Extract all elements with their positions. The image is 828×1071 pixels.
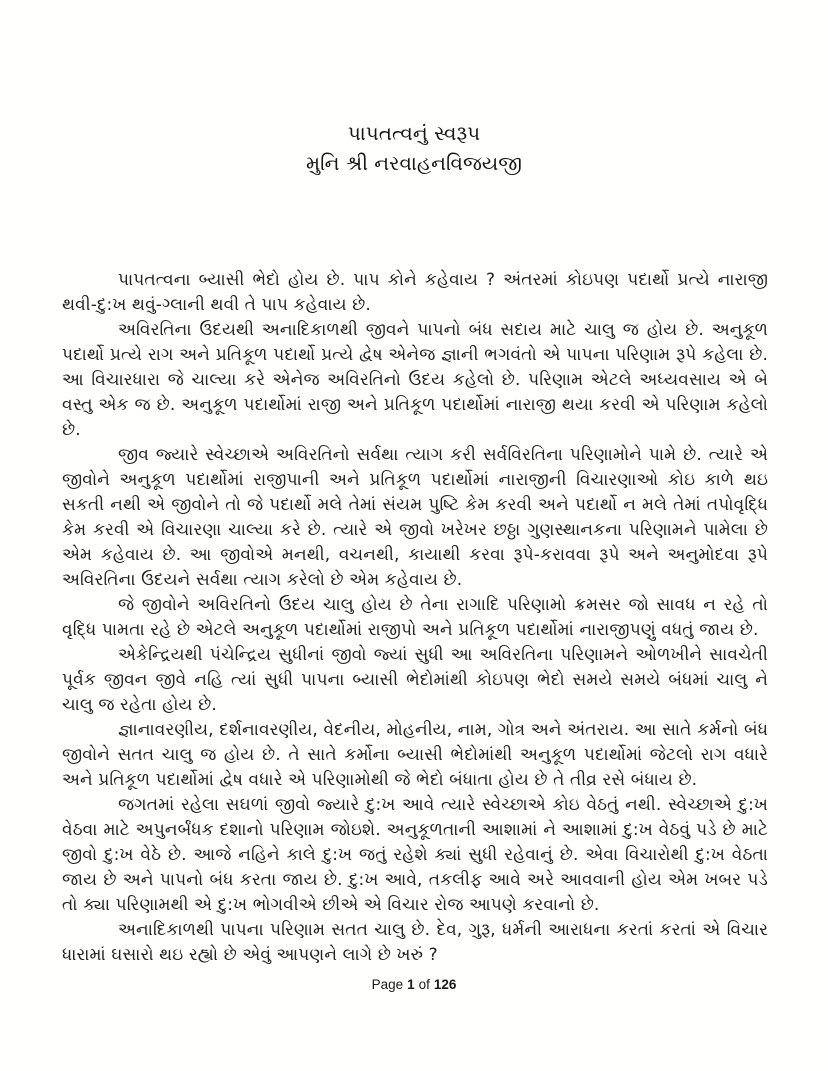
- title-block: [0, 118, 828, 178]
- paragraph-5: એકેન્દ્રિયથી પંચેન્દ્રિય સુધીનાં જીવો જ્યાં સુધી આ અવિરતિના પરિણામને ઓળખીને સાવચેતી પૂર્વક જીવન જીવે નહિ ત્યાં સુધી પાપના બ્યાસી ભેદોમાંથી કોઇપણ ભેદો સમયે સમયે બંધમાં ચાલુ ને ચાલુ જ રહેતા હોય છે.: [62, 645, 768, 715]
- paragraph-3: જીવ જ્યારે સ્વેચ્છાએ અવિરતિનો સર્વથા ત્યાગ કરી સર્વવિરતિના પરિણામોને પામે છે. ત્યારે એ જીવોને અનુકૂળ પદાર્થોમાં રાજીપાની અને પ્રતિકૂળ પદાર્થોમાં નારાજીની વિચારણાઓ કોઇ કાળે થઇ સકતી નથી એ જીવોને તો જે પદાર્થો મલે તેમાં સંયમ પુષ્ટિ કેમ કરવી અને પદાર્થો ન મલે તેમાં તપોવૃદ્ધિ કેમ કરવી એ વિચારણા ચાલ્યા કરે છે. ત્યારે એ જીવો ખરેખર છઠ્ઠા ગુણસ્થાનકના પરિણામને પામેલા છે એમ કહેવાય છે. આ જીવોએ મનથી, વચનથી, કાયાથી કરવા રૂપે-કરાવવા રૂપે અને અનુમોદવા રૂપે અવિરતિના ઉદયને સર્વથા ત્યાગ કરેલો છે એમ કહેવાય છે.: [62, 445, 768, 590]
- page-title: પાપતત્વનું સ્વરૂપ: [347, 121, 481, 145]
- paragraph-6: જ્ઞાનાવરણીય, દર્શનાવરણીય, વેદનીય, મોહનીય, નામ, ગોત્ર અને અંતરાય. આ સાતે કર્મનો બંધ જીવોને સતત ચાલુ જ હોય છે. તે સાતે કર્મોના બ્યાસી ભેદોમાંથી અનુકૂળ પદાર્થોમાં જેટલો રાગ વધારે અને પ્રતિકૂળ પદાર્થોમાં દ્વેષ વધારે એ પરિણામોથી જે ભેદો બંધાતા હોય છે તે તીવ્ર રસે બંધાય છે.: [62, 720, 768, 790]
- paragraph-7: જગતમાં રહેલા સઘળાં જીવો જ્યારે દુ:ખ આવે ત્યારે સ્વેચ્છાએ કોઇ વેઠતું નથી. સ્વેચ્છાએ દુ:ખ વેઠવા માટે અપુનર્બંધક દશાનો પરિણામ જોઇશે. અનુકૂળતાની આશામાં ને આશામાં દુ:ખ વેઠવું પડે છે માટે જીવો દુ:ખ વેઠે છે. આજે નહિને કાલે દુ:ખ જતું રહેશે ક્યાં સુધી રહેવાનું છે. એવા વિચારોથી દુ:ખ વેઠતા જાય છે અને પાપનો બંધ કરતા જાય છે. દુ:ખ આવે, તકલીફ આવે અરે આવવાની હોય એમ ખબર પડે તો ક્યા પરિણામથી એ દુ:ખ ભોગવીએ છીએ એ વિચાર રોજ આપણે કરવાનો છે.: [62, 795, 768, 915]
- document-body: [62, 268, 768, 968]
- paragraph-8: અનાદિકાળથી પાપના પરિણામ સતત ચાલુ છે. દેવ, ગુરૂ, ધર્મની આરાધના કરતાં કરતાં એ વિચાર ધારામાં ઘસારો થઇ રહ્યો છે એવું આપણને લાગે છે ખરું ?: [62, 920, 768, 965]
- footer-total-pages: 126: [433, 977, 457, 992]
- paragraph-4: જે જીવોને અવિરતિનો ઉદય ચાલુ હોય છે તેના રાગાદિ પરિણામો ક્રમસર જો સાવધ ન રહે તો વૃદ્ધિ પામતા રહે છે એટલે અનુકૂળ પદાર્થોમાં રાજીપો અને પ્રતિકૂળ પદાર્થોમાં નારાજીપણું વધતું જાય છે.: [62, 595, 768, 640]
- page-footer: [0, 977, 828, 992]
- paragraph-2: અવિરતિના ઉદયથી અનાદિકાળથી જીવને પાપનો બંધ સદાય માટે ચાલુ જ હોય છે. અનુકૂળ પદાર્થો પ્રત્યે રાગ અને પ્રતિકૂળ પદાર્થો પ્રત્યે દ્વેષ એનેજ જ્ઞાની ભગવંતો એ પાપના પરિણામ રૂપે કહેલા છે. આ વિચારધારા જે ચાલ્યા કરે એનેજ અવિરતિનો ઉદય કહેલો છે. પરિણામ એટલે અધ્યવસાય એ બે વસ્તુ એક જ છે. અનુકૂળ પદાર્થોમાં રાજી અને પ્રતિકૂળ પદાર્થોમાં નારાજી થયા કરવી એ પરિણામ કહેલો છે.: [62, 320, 768, 440]
- paragraph-1: પાપતત્વના બ્યાસી ભેદો હોય છે. પાપ કોને કહેવાય ? અંતરમાં કોઇપણ પદાર્થો પ્રત્યે નારાજી થવી-દુ:ખ થવું-ગ્લાની થવી તે પાપ કહેવાય છે.: [62, 270, 768, 315]
- footer-page-label: Page: [371, 977, 404, 992]
- footer-of-label: of: [418, 977, 430, 992]
- footer-page-number: 1: [407, 977, 415, 992]
- page-subtitle-author: મુનિ શ્રી નરવાહનવિજયજી: [306, 151, 522, 175]
